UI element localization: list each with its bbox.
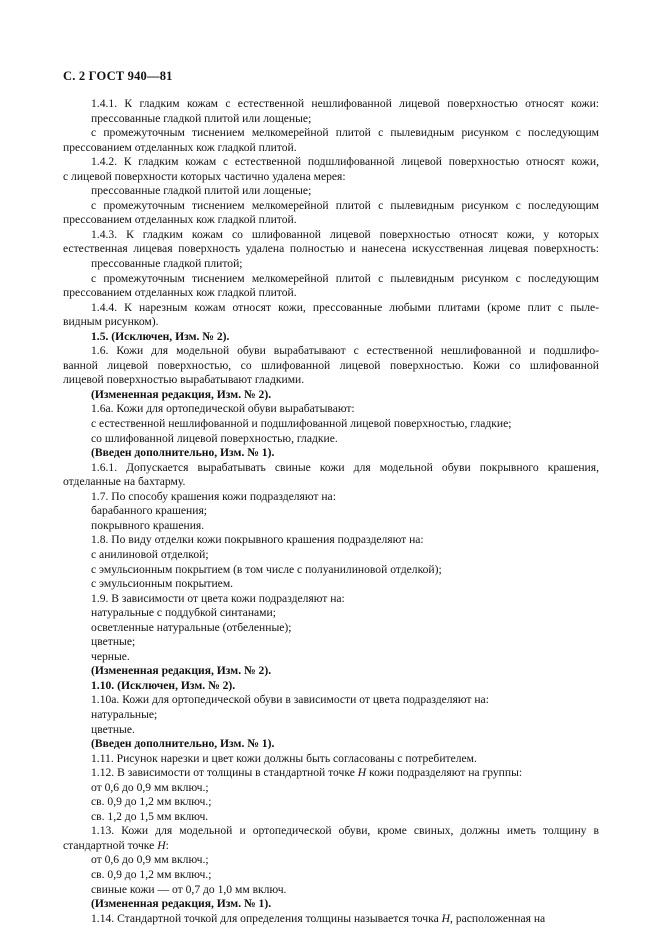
list-item: от 0,6 до 0,9 мм включ.;	[91, 853, 209, 867]
list-item: с промежуточным тиснением мелкомерейной плитой с пылевидным рисунком с последующим	[91, 126, 599, 140]
text-line: прессованием отделанных кож гладкой плитой.	[63, 213, 297, 227]
list-item: св. 0,9 до 1,2 мм включ.;	[91, 795, 212, 809]
text-fragment: стандартной точке	[63, 838, 155, 852]
list-item: прессованные гладкой плитой или лощеные;	[91, 184, 312, 198]
symbol-point-h: H	[441, 911, 451, 925]
list-item: от 0,6 до 0,9 мм включ.;	[91, 780, 209, 794]
list-item: черные.	[91, 649, 130, 663]
para-1-4-4: 1.4.4. К нарезным кожам относят кожи, прессованные любыми плитами (кроме плит с пыле-	[91, 300, 599, 314]
text-line: ванной лицевой поверхностью, со шлифованной лицевой поверхностью. Кожи со шлифованной	[63, 358, 599, 372]
para-1-12	[63, 766, 599, 781]
para-1-4-3: 1.4.3. К гладким кожам со шлифованной лицевой поверхностью относят кожи, у которых	[91, 227, 599, 241]
list-item: с анилиновой отделкой;	[91, 547, 209, 561]
text-line: естественная лицевая поверхность удалена полностью и нанесена искусственная лицевая поверхность:	[63, 242, 599, 256]
text-fragment: 1.12. В зависимости от толщины в стандартной точке	[91, 766, 355, 780]
symbol-point-h: H	[157, 838, 166, 852]
amendment-note: (Измененная редакция, Изм. № 2).	[91, 664, 272, 678]
text-line: с лицевой поверхности которых частично удалена мерея:	[63, 169, 346, 183]
para-1-4-2: 1.4.2. К гладким кожам с естественной подшлифованной лицевой поверхностью относят кожи,	[91, 155, 599, 169]
text-line: стандартной точке H:	[63, 838, 169, 852]
list-item: с эмульсионным покрытием (в том числе с полуанилиновой отделкой);	[91, 562, 442, 576]
para-1-6-1: 1.6.1. Допускается вырабатывать свиные кожи для модельной обуви покрывного крашения,	[91, 460, 599, 474]
para-1-7: 1.7. По способу крашения кожи подразделяют на:	[91, 489, 336, 503]
page-header: С. 2 ГОСТ 940—81	[63, 69, 173, 83]
text-fragment: , расположенная на	[450, 911, 546, 925]
list-item: прессованные гладкой плитой;	[91, 257, 243, 271]
list-item: натуральные;	[91, 707, 158, 721]
para-1-13: 1.13. Кожи для модельной и ортопедической обуви, кроме свиных, должны иметь толщину в	[91, 824, 599, 838]
list-item: осветленные натуральные (отбеленные);	[91, 620, 292, 634]
amendment-note: (Введен дополнительно, Изм. № 1).	[91, 737, 275, 751]
list-item: барабанного крашения;	[91, 504, 208, 518]
list-item: с промежуточным тиснением мелкомерейной плитой с пылевидным рисунком с последующим	[91, 271, 599, 285]
text-line: прессованием отделанных кож гладкой плитой.	[63, 140, 297, 154]
list-item: св. 0,9 до 1,2 мм включ.;	[91, 867, 212, 881]
list-item: с промежуточным тиснением мелкомерейной плитой с пылевидным рисунком с последующим	[91, 198, 599, 212]
para-1-4-1: 1.4.1. К гладким кожам с естественной нешлифованной лицевой поверхностью относят кожи:	[91, 97, 599, 110]
list-item: св. 1,2 до 1,5 мм включ.	[91, 809, 209, 823]
list-item: покрывного крашения.	[91, 518, 205, 532]
amendment-note: (Введен дополнительно, Изм. № 1).	[91, 446, 275, 460]
text-line: видным рисунком).	[63, 315, 159, 329]
symbol-point-h: H	[357, 766, 367, 780]
list-item: с эмульсионным покрытием.	[91, 577, 234, 591]
para-1-10: 1.10. (Исключен, Изм. № 2).	[91, 678, 236, 692]
list-item: цветные.	[91, 722, 135, 736]
para-1-10a: 1.10а. Кожи для ортопедической обуви в зависимости от цвета подразделяют на:	[91, 693, 489, 707]
text-line: лицевой поверхностью вырабатывают гладкими.	[63, 373, 305, 387]
para-1-8: 1.8. По виду отделки кожи покрывного крашения подразделяют на:	[91, 533, 424, 547]
text-line: прессованием отделанных кож гладкой плитой.	[63, 286, 297, 300]
para-1-14	[63, 912, 599, 927]
list-item: натуральные с поддубкой синтанами;	[91, 606, 276, 620]
text-fragment: 1.14. Стандартной точкой для определения толщины называется точка	[91, 911, 439, 925]
list-item: цветные;	[91, 635, 136, 649]
amendment-note: (Измененная редакция, Изм. № 2).	[91, 387, 272, 401]
list-item: прессованные гладкой плитой или лощеные;	[91, 111, 312, 125]
list-item: со шлифованной лицевой поверхностью, гладкие.	[91, 431, 338, 445]
list-item: с естественной нешлифованной и подшлифованной лицевой поверхностью, гладкие;	[91, 417, 512, 431]
para-1-6: 1.6. Кожи для модельной обуви вырабатывают с естественной нешлифованной и подшлифо-	[91, 344, 599, 358]
list-item: свиные кожи — от 0,7 до 1,0 мм включ.	[91, 882, 287, 896]
para-1-9: 1.9. В зависимости от цвета кожи подразделяют на:	[91, 591, 345, 605]
text-line: отделанные на бахтарму.	[63, 475, 186, 489]
document-body	[63, 97, 599, 926]
para-1-11: 1.11. Рисунок нарезки и цвет кожи должны быть согласованы с потребителем.	[91, 751, 477, 765]
text-fragment: кожи подразделяют на группы:	[369, 766, 523, 780]
para-1-5: 1.5. (Исключен, Изм. № 2).	[91, 329, 230, 343]
amendment-note: (Измененная редакция, Изм. № 1).	[91, 897, 272, 911]
para-1-6a: 1.6а. Кожи для ортопедической обуви вырабатывают:	[91, 402, 355, 416]
